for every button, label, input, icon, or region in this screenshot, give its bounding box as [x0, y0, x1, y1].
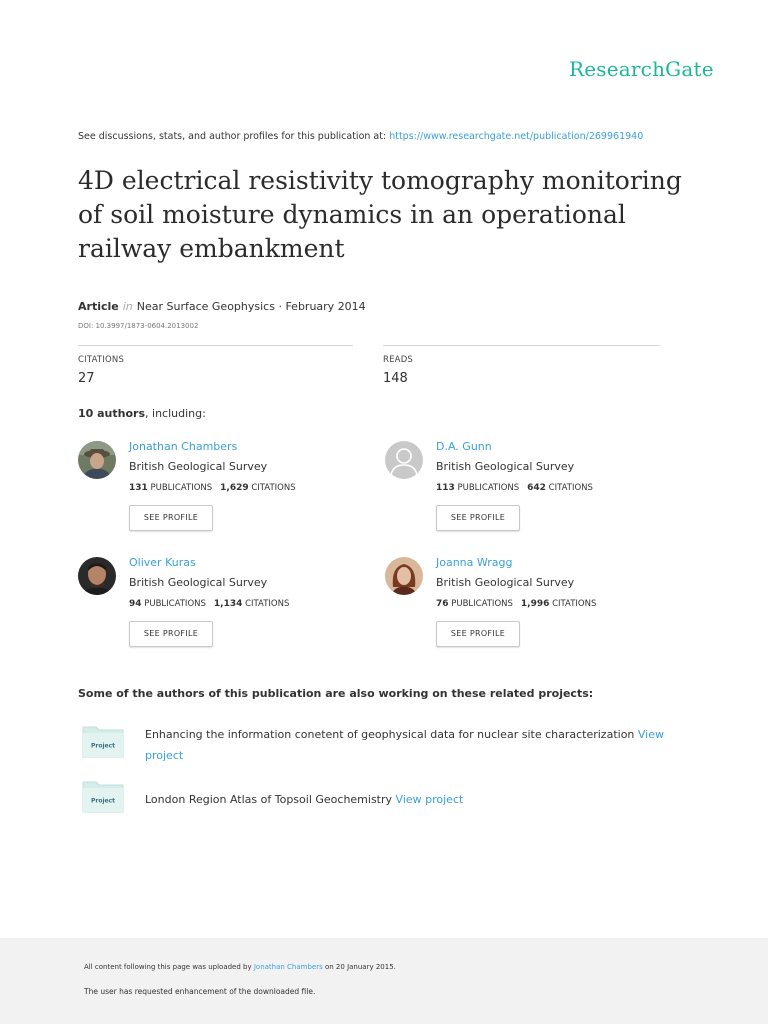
in-word: in — [122, 300, 133, 313]
see-profile-button[interactable]: SEE PROFILE — [436, 505, 520, 531]
publications-label: PUBLICATIONS — [451, 599, 513, 609]
project-title: London Region Atlas of Topsoil Geochemistry — [145, 793, 396, 806]
publications-label: PUBLICATIONS — [144, 599, 206, 609]
footer — [0, 938, 768, 1024]
publications-count: 76 — [436, 599, 449, 609]
author-affiliation: British Geological Survey — [129, 576, 268, 589]
related-projects-heading: Some of the authors of this publication are also working on these related projects: — [78, 687, 594, 700]
author-card — [78, 557, 378, 657]
project-folder-icon — [82, 724, 124, 758]
author-name[interactable]: Joanna Wragg — [436, 556, 513, 569]
author-card — [385, 441, 685, 541]
see-profile-button[interactable]: SEE PROFILE — [129, 505, 213, 531]
author-affiliation: British Geological Survey — [436, 576, 575, 589]
reads-value: 148 — [383, 371, 408, 386]
author-card — [385, 557, 685, 657]
publications-count: 131 — [129, 483, 148, 493]
author-affiliation: British Geological Survey — [129, 460, 268, 473]
author-stats — [129, 599, 289, 609]
journal-date: Near Surface Geophysics · February 2014 — [136, 300, 366, 313]
author-card — [78, 441, 378, 541]
author-stats — [129, 483, 296, 493]
avatar[interactable] — [78, 557, 116, 595]
uploader-link[interactable]: Jonathan Chambers — [253, 963, 323, 971]
discussion-text: See discussions, stats, and author profiles for this publication at: — [78, 131, 390, 142]
author-name[interactable]: Oliver Kuras — [129, 556, 196, 569]
publication-title: 4D electrical resistivity tomography monitoring of soil moisture dynamics in an operational railway embankment — [78, 166, 682, 263]
citations-label: CITATIONS — [245, 599, 290, 609]
discussion-line — [78, 131, 643, 142]
enhancement-note: The user has requested enhancement of the downloaded file. — [84, 987, 316, 996]
citations-count: 1,629 — [220, 483, 249, 493]
citations-count: 1,996 — [520, 599, 550, 609]
citations-count: 642 — [527, 483, 546, 493]
citations-value: 27 — [78, 371, 95, 386]
view-project-link[interactable]: View project — [395, 793, 464, 806]
author-name[interactable]: Jonathan Chambers — [129, 440, 238, 453]
publications-label: PUBLICATIONS — [150, 483, 213, 493]
publication-meta — [78, 300, 366, 313]
authors-suffix: , including: — [145, 407, 206, 420]
author-stats — [436, 483, 593, 493]
publications-count: 94 — [129, 599, 142, 609]
authors-heading — [78, 407, 206, 420]
reads-label: READS — [383, 355, 414, 365]
project-title: Enhancing the information conetent of geophysical data for nuclear site characterization — [145, 728, 638, 741]
publications-count: 113 — [436, 483, 455, 493]
avatar[interactable] — [78, 441, 116, 479]
avatar[interactable] — [385, 441, 423, 479]
citations-label: CITATIONS — [552, 599, 597, 609]
avatar[interactable] — [385, 557, 423, 595]
divider — [78, 345, 353, 346]
author-stats — [436, 599, 596, 609]
publication-url-link[interactable]: https://www.researchgate.net/publication/269961940 — [389, 131, 644, 142]
divider — [383, 345, 660, 346]
citations-label: CITATIONS — [548, 483, 593, 493]
upload-suffix: on 20 January 2015. — [322, 963, 396, 971]
authors-count: 10 authors — [78, 407, 146, 420]
upload-info — [84, 963, 396, 971]
publications-label: PUBLICATIONS — [457, 483, 520, 493]
upload-prefix: All content following this page was uploaded by — [84, 963, 254, 971]
project-icon-label: Project — [90, 742, 116, 750]
view-project-link[interactable]: View project — [145, 728, 664, 762]
project-folder-icon — [82, 779, 124, 813]
publication-type: Article — [78, 300, 119, 313]
author-affiliation: British Geological Survey — [436, 460, 575, 473]
see-profile-button[interactable]: SEE PROFILE — [436, 621, 520, 647]
doi: DOI: 10.3997/1873-0604.2013002 — [78, 322, 199, 330]
citations-label: CITATIONS — [78, 355, 125, 365]
see-profile-button[interactable]: SEE PROFILE — [129, 621, 213, 647]
author-name[interactable]: D.A. Gunn — [436, 440, 492, 453]
citations-label: CITATIONS — [251, 483, 296, 493]
project-icon-label: Project — [90, 797, 116, 805]
project-text — [145, 789, 665, 810]
project-text — [145, 724, 665, 766]
researchgate-logo[interactable]: ResearchGate — [569, 57, 714, 81]
citations-count: 1,134 — [213, 599, 243, 609]
